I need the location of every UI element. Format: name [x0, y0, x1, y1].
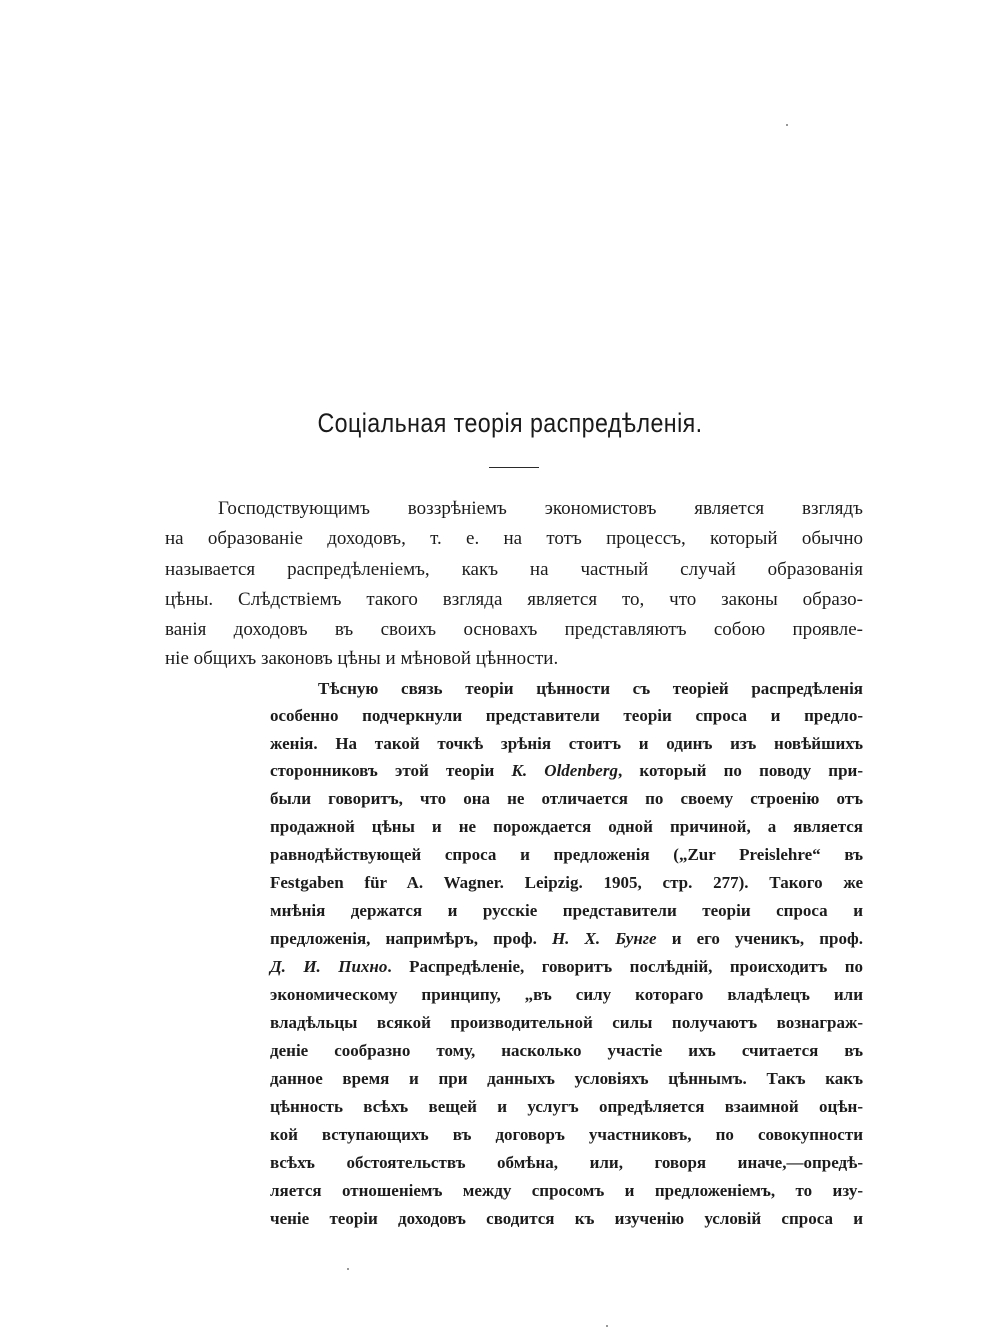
text-line: экономическому принципу, „въ силу котораго владѣлецъ или [270, 985, 863, 1004]
text-line: деніе сообразно тому, насколько участіе ихъ считается въ [270, 1041, 863, 1060]
text-line: особенно подчеркнули представители теоріи спроса и предло- [270, 706, 863, 725]
text-run: , который по поводу при- [617, 761, 864, 780]
author-name: Д. И. Пихно [270, 957, 388, 976]
text-line: владѣльцы всякой производительной силы получаютъ вознаграж- [270, 1013, 863, 1032]
author-name: Н. Х. Бунге [551, 929, 657, 948]
text-line: Господствующимъ воззрѣніемъ экономистовъ является взглядъ [218, 498, 863, 519]
text-line [270, 761, 863, 781]
text-line: кой вступающихъ въ договоръ участниковъ, по совокупности [270, 1125, 863, 1144]
text-line: цѣны. Слѣдствіемъ такого взгляда является то, что законы образо- [165, 589, 863, 610]
text-line: цѣнность всѣхъ вещей и услугъ опредѣляется взаимной оцѣн- [270, 1097, 863, 1116]
scan-speck [786, 124, 788, 126]
text-line: называется распредѣленіемъ, какъ на частный случай образованія [165, 559, 863, 580]
text-line: ванія доходовъ въ своихъ основахъ представляютъ собою проявле- [165, 619, 863, 640]
text-line [270, 929, 863, 949]
text-run: . Распредѣленіе, говоритъ послѣдній, происходитъ по [387, 957, 863, 976]
text-line: Тѣсную связь теоріи цѣнности съ теоріей распредѣленія [318, 679, 863, 698]
page-title: Соціальная теорія распредѣленія. [317, 408, 703, 438]
text-line: женія. На такой точкѣ зрѣнія стоитъ и одинъ изъ новѣйшихъ [270, 734, 863, 753]
text-line: ченіе теоріи доходовъ сводится къ изученію условій спроса и [270, 1209, 863, 1228]
text-run: сторонниковъ этой теоріи [270, 761, 495, 780]
scan-speck [606, 1325, 608, 1327]
text-line: равнодѣйствующей спроса и предложенія („Zur Preislehre“ въ [270, 845, 863, 864]
text-line: ніе общихъ законовъ цѣны и мѣновой цѣнности. [165, 648, 559, 669]
text-run: предложенія, напримѣръ, проф. [270, 929, 537, 948]
text-line: Festgaben für A. Wagner. Leipzig. 1905, стр. 277). Такого же [270, 873, 863, 892]
text-line: ляется отношеніемъ между спросомъ и предложеніемъ, то изу- [270, 1181, 863, 1200]
text-line [270, 957, 863, 977]
text-run: и его ученикъ, проф. [671, 929, 864, 948]
text-line: продажной цѣны и не порождается одной причиной, а является [270, 817, 863, 836]
text-line: мнѣнія держатся и русскіе представители теоріи спроса и [270, 901, 863, 920]
author-name: K. Oldenberg [511, 761, 618, 780]
text-line: всѣхъ обстоятельствъ обмѣна, или, говоря иначе,—опредѣ- [270, 1153, 863, 1172]
text-line: данное время и при данныхъ условіяхъ цѣннымъ. Такъ какъ [270, 1069, 863, 1088]
text-line: на образованіе доходовъ, т. е. на тотъ процессъ, который обычно [165, 528, 863, 549]
scan-speck [347, 1268, 349, 1270]
title-divider [489, 467, 539, 468]
text-line: были говоритъ, что она не отличается по своему строенію отъ [270, 789, 863, 808]
